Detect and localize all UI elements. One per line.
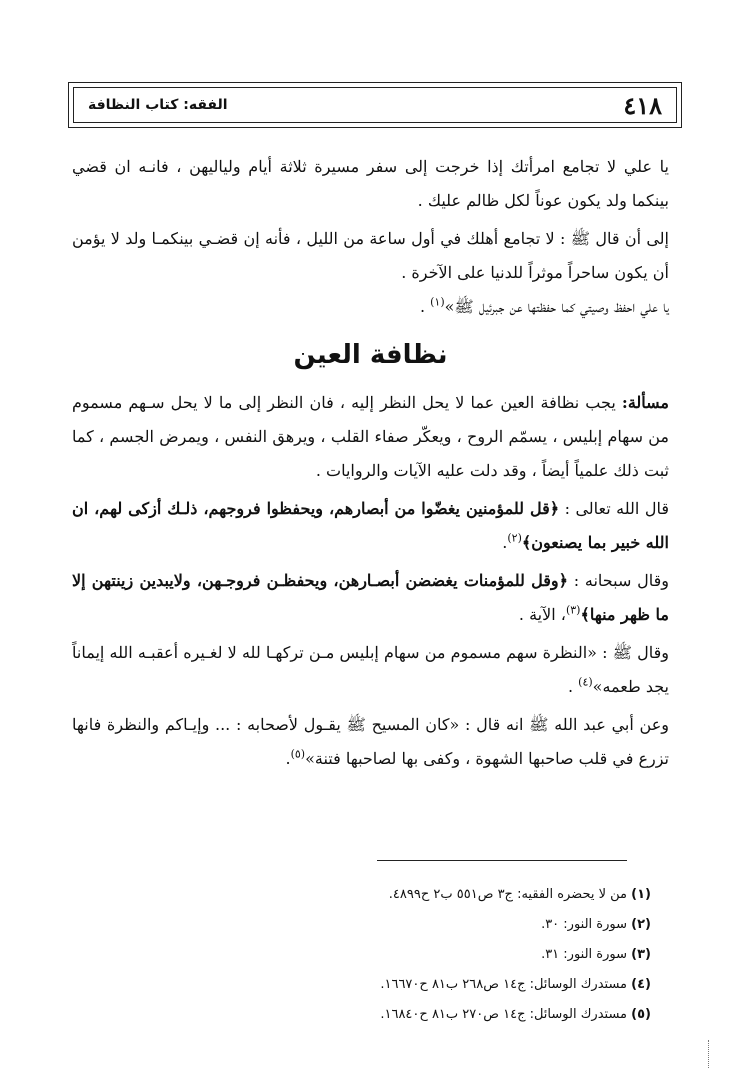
verse-1-end: . bbox=[502, 533, 508, 552]
main-text bbox=[72, 150, 669, 776]
footnote bbox=[72, 940, 651, 970]
verse-2-end: ، الآية . bbox=[518, 605, 566, 624]
footnote-text: سورة النور: ٣٠. bbox=[541, 917, 628, 932]
footnote-text: من لا يحضره الفقيه: ج٣ ص٥٥١ ب٢ ح٤٨٩٩. bbox=[388, 887, 628, 902]
paragraph-verse-1 bbox=[72, 492, 669, 560]
footnote-number: (٥) bbox=[631, 1007, 651, 1022]
verse-2-text: ﴿وقل للمؤمنات يغضضن أبصـارهن، ويحفظـن فروجـهن، ولايبدين زينتهن إلا ما ظهر منها﴾ bbox=[72, 571, 669, 624]
paragraph-verse-2 bbox=[72, 564, 669, 632]
footnote-text: مستدرك الوسائل: ج١٤ ص٢٧٠ ب٨١ ح١٦٨٤٠. bbox=[380, 1007, 628, 1022]
scan-edge-mark bbox=[708, 1040, 710, 1068]
footnote-text: سورة النور: ٣١. bbox=[541, 947, 628, 962]
footnote-text: مستدرك الوسائل: ج١٤ ص٢٦٨ ب٨١ ح١٦٦٧٠. bbox=[380, 977, 628, 992]
paragraph-masala bbox=[72, 386, 669, 488]
verse-1-intro: قال الله تعالى : bbox=[559, 499, 669, 518]
hadith-1-end: . bbox=[567, 677, 574, 696]
paragraph-hadith-1 bbox=[72, 636, 669, 704]
footnotes bbox=[72, 880, 651, 1030]
footnote bbox=[72, 970, 651, 1000]
verse-2-intro: وقال سبحانه : bbox=[567, 571, 669, 590]
footnote-ref-5: (٥) bbox=[290, 747, 306, 761]
footnote-number: (٣) bbox=[631, 947, 651, 962]
footnote-divider bbox=[377, 860, 627, 861]
masala-label: مسألة: bbox=[621, 393, 669, 412]
running-title: الفقه: كتاب النظافة bbox=[88, 97, 228, 113]
masala-text: يجب نظافة العين عما لا يحل النظر إليه ، فان النظر إلى ما لا يحل سـهم مسموم من سهام إبليس ، يسمّم الروح ، ويعكّر صفاء القلب ، ويرهق النفس ، ويمرض الجسم ، كما ثبت ذلك علمياً أيضاً ، وقد دلت عليه الآيات والروايات . bbox=[72, 393, 669, 480]
hadith-2-text: وعن أبي عبد الله ﷺ انه قال : «كان المسيح ﷺ يقـول لأصحابه : ... وإيـاكم والنظرة فانها تزرع في قلب صاحبها الشهوة ، وكفى بها لصاحبها فتنة» bbox=[72, 715, 669, 768]
footnote-number: (١) bbox=[631, 887, 651, 902]
paragraph-hadith-2 bbox=[72, 708, 669, 776]
paragraph-intro-1: يا علي لا تجامع امرأتك إذا خرجت إلى سفر مسيرة ثلاثة أيام ولياليهن ، فانـه ان قضي بينكما ولد يكون عوناً لكل ظالم عليك . bbox=[72, 157, 669, 210]
footnote bbox=[72, 1000, 651, 1030]
paragraph-intro-2: إلى أن قال ﷺ : لا تجامع أهلك في أول ساعة من الليل ، فأنه إن قضـي بينكمـا ولد لا يؤمن أن يكون ساحراً موثراً للدنيا على الآخرة . bbox=[72, 229, 670, 282]
footnote bbox=[72, 910, 651, 940]
footnote-ref-1: (١) bbox=[430, 295, 445, 309]
footnote-ref-3: (٣) bbox=[565, 603, 581, 617]
footnote bbox=[72, 880, 651, 910]
verse-1-text: ﴿قل للمؤمنين يغضّوا من أبصارهم، ويحفظوا فروجهم، ذلـك أزكى لهم، ان الله خبير بما يصنعون﴾ bbox=[72, 499, 669, 552]
page-header-frame bbox=[73, 87, 677, 123]
page-header bbox=[68, 82, 682, 128]
hadith-2-end: . bbox=[285, 749, 291, 768]
footnote-number: (٤) bbox=[631, 977, 651, 992]
paragraph-intro-3: يا علي احفظ وصيتي كما حفظتها عن جبرئيل ﷺ»$^{(١)}$ . bbox=[419, 295, 669, 316]
footnote-ref-4: (٤) bbox=[578, 675, 593, 689]
page-number: ٤١٨ bbox=[623, 90, 662, 120]
hadith-1-text: وقال ﷺ : «النظرة سهم مسموم من سهام إبليس مـن تركهـا لله لا لغـيره أعقبـه الله إيماناً يجد طعمه» bbox=[72, 643, 669, 696]
footnote-number: (٢) bbox=[631, 917, 651, 932]
footnote-ref-2: (٢) bbox=[507, 531, 522, 545]
intro-3-text: يا علي احفظ وصيتي كما حفظتها عن جبرئيل ﷺ» bbox=[444, 297, 669, 316]
section-title: نظافة العين bbox=[293, 340, 448, 370]
